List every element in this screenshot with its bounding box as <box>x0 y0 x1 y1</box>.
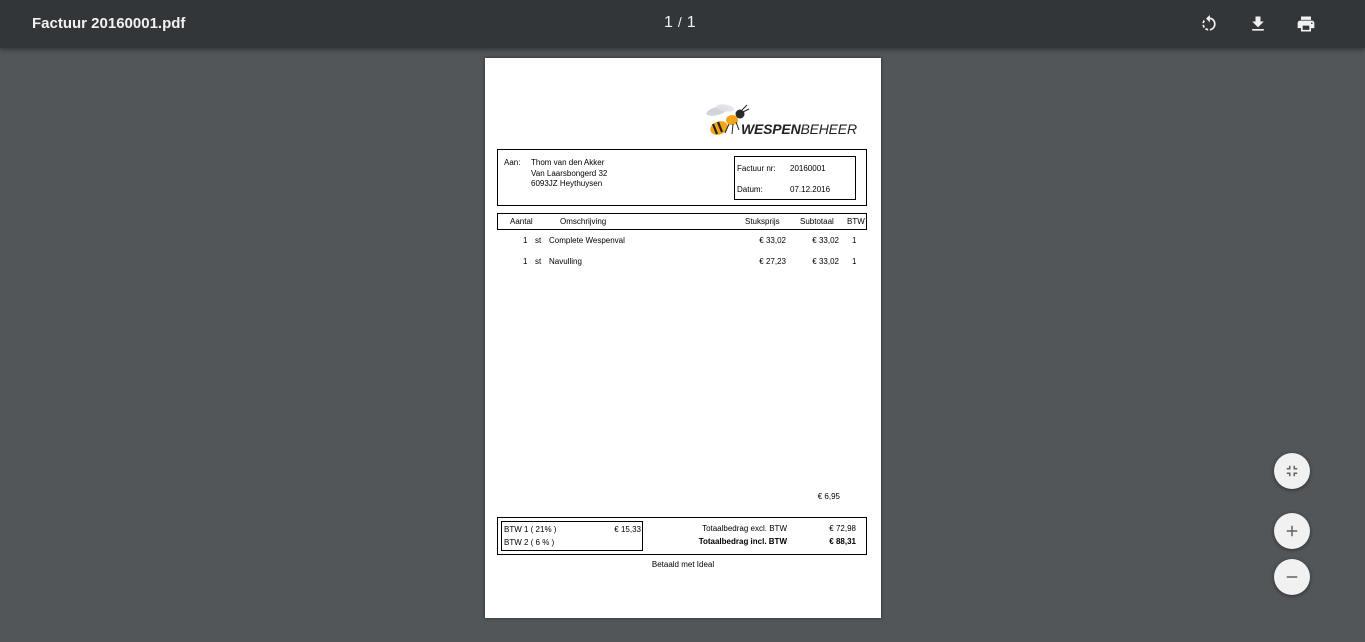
recipient-street: Van Laarsbongerd 32 <box>531 168 608 178</box>
recipient-name: Thom van den Akker <box>531 158 605 167</box>
invoice-number: 20160001 <box>790 164 826 173</box>
line-btw: 1 <box>852 236 857 245</box>
invoice-date: 07.12.2016 <box>790 185 831 194</box>
btw1-label: BTW 1 ( 21% ) <box>504 525 557 534</box>
zoom-out-icon <box>1283 568 1301 586</box>
print-icon <box>1296 14 1316 34</box>
line-description: Navulling <box>549 257 582 266</box>
total-excl-amount: € 72,98 <box>829 524 856 533</box>
line-qty: 1 <box>523 236 528 245</box>
col-stuksprijs: Stuksprijs <box>745 217 780 226</box>
btw1-amount: € 15,33 <box>614 525 641 534</box>
to-label: Aan: <box>504 158 521 167</box>
recipient-city: 6093JZ Heythuysen <box>531 179 603 188</box>
col-aantal: Aantal <box>510 217 533 226</box>
fit-to-page-icon <box>1283 462 1301 480</box>
print-button[interactable] <box>1294 12 1318 36</box>
line-unit: st <box>535 257 542 266</box>
zoom-out-button[interactable] <box>1274 559 1310 595</box>
line-price: € 27,23 <box>759 257 786 266</box>
logo-wordmark: WESPENBEHEER <box>741 121 857 137</box>
company-logo <box>705 103 860 139</box>
pdf-page <box>485 58 881 618</box>
line-qty: 1 <box>523 257 528 266</box>
page-indicator <box>664 14 696 32</box>
rotate-button[interactable] <box>1197 12 1221 36</box>
total-incl-label: Totaalbedrag incl. BTW <box>698 537 787 546</box>
download-icon <box>1248 14 1268 34</box>
total-pages: 1 <box>686 14 696 31</box>
col-subtotaal: Subtotaal <box>800 217 834 226</box>
btw1-row <box>504 525 641 534</box>
fit-to-page-button[interactable] <box>1274 453 1310 489</box>
pdf-toolbar <box>0 0 1365 48</box>
totals-block <box>497 517 867 555</box>
line-price: € 33,02 <box>759 236 786 245</box>
total-incl-amount: € 88,31 <box>829 537 856 546</box>
zoom-in-button[interactable] <box>1274 513 1310 549</box>
document-title: Factuur 20160001.pdf <box>32 15 186 32</box>
col-btw: BTW <box>847 217 865 226</box>
btw2-label: BTW 2 ( 6 % ) <box>504 538 555 547</box>
recipient-address <box>531 158 607 190</box>
download-button[interactable] <box>1246 12 1270 36</box>
line-subtotal: € 33,02 <box>812 257 839 266</box>
line-unit: st <box>535 236 542 245</box>
table-row <box>497 236 867 248</box>
line-description: Complete Wespenval <box>549 236 625 245</box>
line-subtotal: € 33,02 <box>812 236 839 245</box>
btw-summary <box>501 521 643 551</box>
invoice-date-row: Datum: 07.12.2016 <box>737 185 831 194</box>
table-row <box>497 257 867 269</box>
payment-note: Betaald met Ideal <box>651 560 715 569</box>
current-page[interactable]: 1 <box>664 14 673 31</box>
invoice-number-row: Factuur nr: 20160001 <box>737 164 826 173</box>
rotate-icon <box>1199 14 1219 34</box>
address-block <box>497 149 867 206</box>
btw2-row <box>504 538 641 547</box>
extra-amount: € 6,95 <box>817 492 840 501</box>
col-omschrijving: Omschrijving <box>560 217 607 226</box>
invoice-meta-box <box>734 156 856 200</box>
total-excl-label: Totaalbedrag excl. BTW <box>702 524 787 533</box>
zoom-in-icon <box>1283 522 1301 540</box>
page-separator: / <box>677 14 682 30</box>
line-btw: 1 <box>852 257 857 266</box>
items-table-header <box>497 213 867 230</box>
